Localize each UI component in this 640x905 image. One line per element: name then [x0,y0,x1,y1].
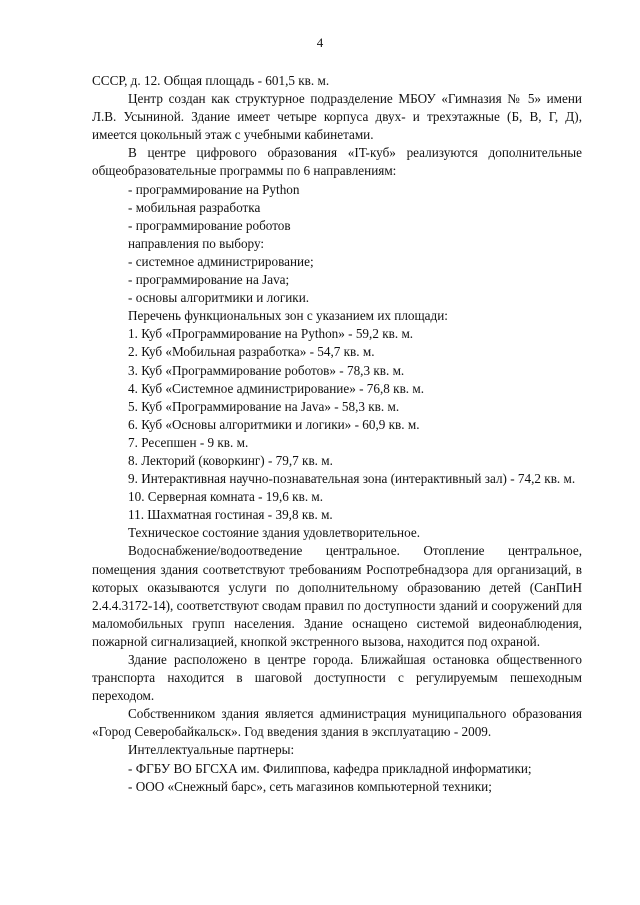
paragraph: - программирование роботов [128,217,291,233]
paragraph: 1. Куб «Программирование на Python» - 59,2 кв. м. [128,326,414,342]
paragraph: Здание расположено в центре города. Ближайшая остановка общественного транспорта находится в шаговой доступности с регулируемым пешеходным переходом. [92,652,582,704]
paragraph: 2. Куб «Мобильная разработка» - 54,7 кв. м. [128,344,375,360]
paragraph: - программирование на Java; [128,272,290,288]
paragraph: 11. Шахматная гостиная - 39,8 кв. м. [128,507,333,523]
paragraph: - ООО «Снежный барс», сеть магазинов компьютерной техники; [128,778,492,794]
paragraph: 3. Куб «Программирование роботов» - 78,3 кв. м. [128,362,405,378]
paragraph: - основы алгоритмики и логики. [128,290,310,306]
paragraph: - программирование на Python [128,181,300,197]
paragraph: - мобильная разработка [128,199,261,215]
paragraph: Интеллектуальные партнеры: [128,742,295,758]
paragraph: Водоснабжение/водоотведение центральное. Отопление центральное, помещения здания соответствуют требованиям Роспотребнадзора для организаций, в которых оказываются услуги по дополнительному образованию детей (СанПиН 2.4.4.3172-14), соответствуют сводам правил по доступности зданий и сооружений для маломобильных групп населения. Здание оснащено системой видеонаблюдения, пожарной сигнализацией, кнопкой экстренного вызова, находится под охраной. [92,543,582,649]
paragraph: СССР, д. 12. Общая площадь - 601,5 кв. м. [92,73,330,88]
paragraph: 6. Куб «Основы алгоритмики и логики» - 60,9 кв. м. [128,416,420,432]
paragraph: 7. Ресепшен - 9 кв. м. [128,434,249,450]
paragraph: 10. Серверная комната - 19,6 кв. м. [128,489,324,505]
paragraph: 4. Куб «Системное администрирование» - 76,8 кв. м. [128,380,425,396]
paragraph: 8. Лекторий (коворкинг) - 79,7 кв. м. [128,452,333,468]
paragraph: Собственником здания является администрация муниципального образования «Город Северобайкальск». Год введения здания в эксплуатацию - 2009. [92,706,582,740]
paragraph: В центре цифрового образования «IT-куб» реализуются дополнительные общеобразовательные программы по 6 направлениям: [92,145,582,179]
body-text [92,72,582,796]
paragraph: Центр создан как структурное подразделение МБОУ «Гимназия № 5» имени Л.В. Усыниной. Здание имеет четыре корпуса двух- и трехэтажные (Б, В, Г, Д), имеется цокольный этаж с учебными кабинетами. [92,91,582,143]
paragraph: - ФГБУ ВО БГСХА им. Филиппова, кафедра прикладной информатики; [128,760,532,776]
paragraph: Техническое состояние здания удовлетворительное. [128,525,421,541]
paragraph: - системное администрирование; [128,253,314,269]
paragraph: 9. Интерактивная научно-познавательная зона (интерактивный зал) - 74,2 кв. м. [128,471,576,487]
paragraph: 5. Куб «Программирование на Java» - 58,3 кв. м. [128,398,400,414]
page-number: 4 [316,35,324,50]
paragraph: направления по выбору: [128,235,265,251]
paragraph: Перечень функциональных зон с указанием их площади: [128,308,448,324]
